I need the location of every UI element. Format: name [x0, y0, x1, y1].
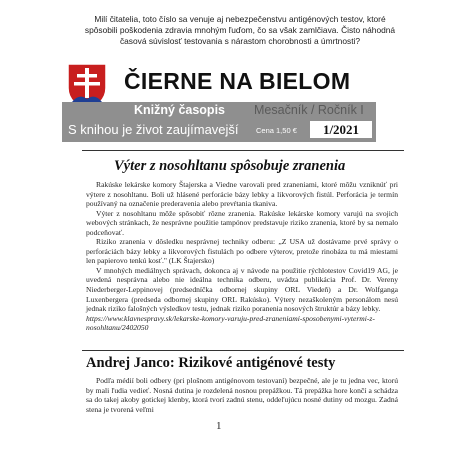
article1-body — [86, 180, 398, 333]
page-number: 1 — [216, 420, 222, 432]
magazine-subtitle: Knižný časopis — [134, 103, 225, 117]
editorial-intro: Milí čitatelia, toto číslo sa venuje aj nebezpečenstvu antigénových testov, ktoré spôsobili poškodenia zdravia mnohým ľuďom, čo sa však zamlčiava. Čisto náhodná časová súvislosť testovania s nárastom chorobnosti a úmrtnosti? — [84, 14, 396, 46]
article2-body — [86, 376, 398, 414]
article2-title: Andrej Janco: Rizikové antigénové testy — [86, 355, 336, 371]
issue-number: 1/2021 — [310, 121, 372, 138]
article1-paragraph: Rakúske lekárske komory Štajerska a Viedne varovali pred zraneniami, ktoré môžu vzniknúť pri výtere z nosohltanu. Boli už hlásené perforácie bázy lebky a likvorových fistúl. Perforácia je termín používaný na označenie prederavenia alebo prevŕtania tkaniva. — [86, 180, 398, 209]
masthead — [62, 62, 376, 146]
periodicity-label: Mesačník / Ročník I — [254, 103, 364, 117]
divider — [82, 350, 404, 351]
article1-paragraph: V mnohých mediálnych správach, dokonca aj v návode na použitie rýchlotestov Covid19 AG, je uvedená nesprávna alebo nie ideálna technika odberu, uvádza publikácia Prof. Dr. Vereny Niederberger-Leppinovej (predsedníčka odbornej skupiny ORL Viedeň) a Dr. Wolfganga Luxenbergera (predseda odbornej skupiny ORL Rakúsko). Výtery nezaškoleným personálom nesú jednak riziko falošných výsledkov testu, jednak riziko poranenia nosových štruktúr a bázy lebky. — [86, 265, 398, 314]
tagline: S knihou je život zaujímavejší — [68, 122, 239, 137]
article1-paragraph: Riziko zranenia v dôsledku nesprávnej techniky odberu: „Z USA už dostávame prvé správy o perforáciách bázy lebky a likvorových fistulách po odbere výterov, pretože rinobáza tu má miestami len papierovo tenkú kosť." (LK Štajersko) — [86, 237, 398, 266]
article1-paragraph: Výter z nosohltanu môže spôsobiť rôzne zranenia. Rakúske lekárske komory varujú na svojich webových stránkach, že nesprávne použitie tampónov predstavuje riziko zranenia, ktoré by sa nemalo podceňovať. — [86, 208, 398, 237]
article2-paragraph: Podľa médií boli odbery (pri plošnom antigénovom testovaní) bezpečné, ale je tu jedna vec, ktorú by mali ľudia vedieť. Nosná dutina je rozdelená nosnou prepážkou. Tá prepážka hore končí a schádza sa do takej akoby gotickej klenby, ktorá tvorí zadnú stenu, oddeľujúcu nosné dutiny od mozgu. Zadná stena je tvorená veľmi — [86, 376, 398, 414]
divider — [82, 150, 404, 151]
price-label: Cena 1,50 € — [256, 126, 297, 135]
article1-source-link[interactable]: https://www.klavnespravy.sk/lekarske-komory-varuju-pred-zraneniami-sposobenymi-vytermi-z-nosohltanu/2402050 — [86, 313, 375, 333]
article1-title: Výter z nosohltanu spôsobuje zranenia — [114, 158, 346, 174]
magazine-title: ČIERNE NA BIELOM — [124, 68, 351, 94]
masthead-band — [62, 102, 376, 142]
